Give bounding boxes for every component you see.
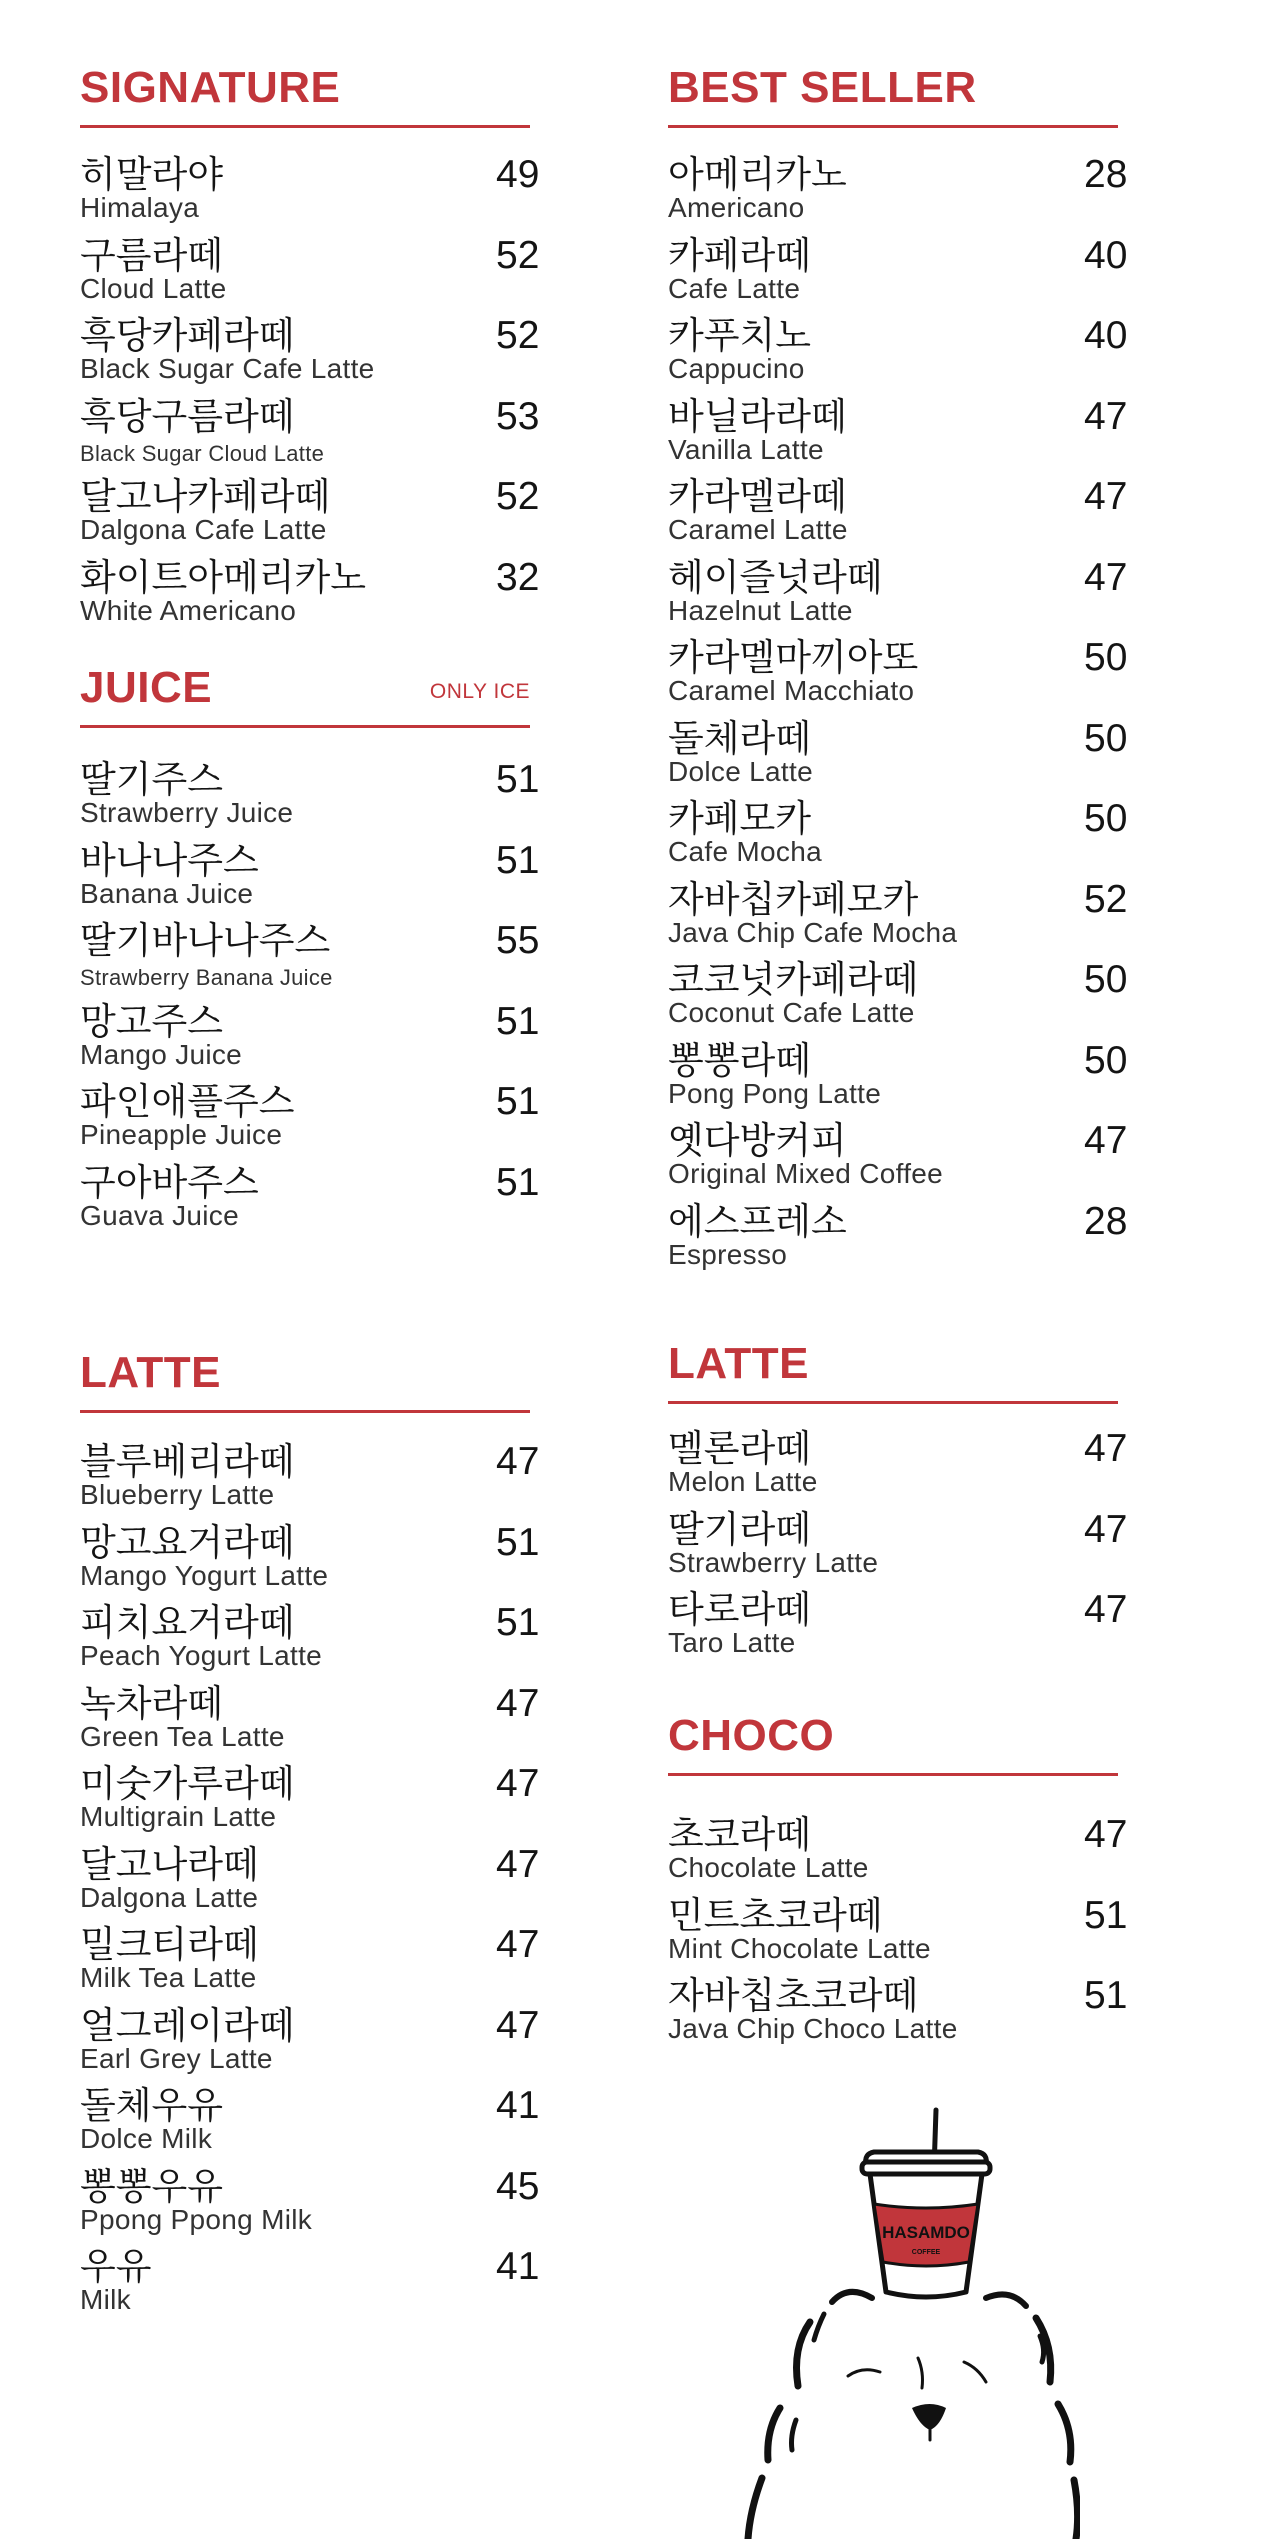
item-price: 32 xyxy=(496,555,540,599)
item-name-english: Multigrain Latte xyxy=(80,1801,277,1832)
item-price: 51 xyxy=(496,1520,540,1564)
item-name-korean: 딸기바나나주스 xyxy=(80,919,331,962)
menu-item xyxy=(80,1844,550,1925)
menu-item xyxy=(80,920,550,1001)
item-price: 47 xyxy=(1084,1119,1128,1162)
item-name-korean: 아메리카노 xyxy=(668,153,847,196)
item-name-english: Banana Juice xyxy=(80,877,254,909)
dog-with-coffee-cup-illustration xyxy=(740,2100,1080,2539)
menu-item xyxy=(80,154,550,235)
item-name-korean: 밀크티라떼 xyxy=(80,1923,259,1966)
item-name-korean: 구아바주스 xyxy=(80,1160,259,1204)
item-name-english: Strawberry Banana Juice xyxy=(80,965,333,990)
item-name-english: Caramel Macchiato xyxy=(668,675,915,706)
menu-item xyxy=(668,315,1138,396)
item-name-english: Caramel Latte xyxy=(668,514,848,545)
item-name-english: Mango Juice xyxy=(80,1038,243,1070)
item-name-korean: 초코라떼 xyxy=(668,1813,811,1856)
item-name-korean: 망고주스 xyxy=(80,999,223,1043)
menu-item xyxy=(668,1895,1138,1976)
item-name-korean: 에스프레소 xyxy=(668,1199,847,1243)
item-price: 51 xyxy=(496,758,540,801)
item-name-korean: 파인애플주스 xyxy=(80,1080,295,1123)
item-name-korean: 헤이즐넛라떼 xyxy=(668,555,883,599)
item-name-english: Cloud Latte xyxy=(80,272,227,304)
item-price: 47 xyxy=(1084,1427,1128,1470)
item-price: 51 xyxy=(496,1080,540,1123)
section-title: CHOCO xyxy=(668,1711,835,1760)
section-latte-right xyxy=(668,1338,1138,1670)
item-price: 28 xyxy=(1084,1199,1128,1243)
menu-item xyxy=(80,235,550,316)
item-name-english: Coconut Cafe Latte xyxy=(668,997,915,1028)
section-choco xyxy=(668,1710,1138,2056)
item-name-korean: 돌체라떼 xyxy=(668,716,811,760)
menu-item xyxy=(668,1201,1138,1282)
item-price: 51 xyxy=(496,1160,540,1204)
item-price: 47 xyxy=(1084,394,1128,438)
item-price: 50 xyxy=(1084,716,1128,760)
section-latte-left xyxy=(80,1347,550,2327)
section-title: BEST SELLER xyxy=(668,63,977,112)
section-title: JUICE xyxy=(80,663,213,712)
menu-item xyxy=(668,1589,1138,1670)
item-name-korean: 딸기라떼 xyxy=(668,1507,811,1551)
item-name-english: Java Chip Choco Latte xyxy=(668,2013,958,2044)
item-price: 40 xyxy=(1084,314,1128,357)
item-name-korean: 블루베리라떼 xyxy=(80,1440,295,1483)
item-name-korean: 구름라떼 xyxy=(80,233,223,277)
menu-item xyxy=(80,1522,550,1603)
menu-item xyxy=(668,959,1138,1040)
menu-item xyxy=(668,637,1138,718)
item-name-english: Peach Yogurt Latte xyxy=(80,1640,323,1671)
item-price: 47 xyxy=(1084,1813,1128,1856)
item-price: 50 xyxy=(1084,636,1128,679)
item-price: 50 xyxy=(1084,797,1128,840)
item-name-korean: 망고요거라떼 xyxy=(80,1520,295,1564)
item-name-english: Mint Chocolate Latte xyxy=(668,1932,931,1964)
menu-list xyxy=(80,1441,550,2327)
item-name-korean: 달고나카페라떼 xyxy=(80,475,331,518)
item-name-korean: 뽕뽕라떼 xyxy=(668,1038,811,1082)
item-name-english: Cafe Mocha xyxy=(668,836,822,867)
menu-item xyxy=(80,2246,550,2327)
menu-item xyxy=(80,840,550,921)
item-name-korean: 미숫가루라떼 xyxy=(80,1762,295,1805)
menu-item xyxy=(80,1924,550,2005)
item-name-korean: 우유 xyxy=(80,2245,152,2288)
item-price: 47 xyxy=(496,1923,540,1966)
item-price: 47 xyxy=(1084,1588,1128,1631)
item-price: 41 xyxy=(496,2084,540,2127)
menu-item xyxy=(668,1975,1138,2056)
menu-item xyxy=(668,798,1138,879)
item-name-korean: 카페모카 xyxy=(668,797,811,840)
section-title: LATTE xyxy=(668,1339,809,1388)
section-title: LATTE xyxy=(80,1348,221,1397)
item-price: 47 xyxy=(496,2003,540,2047)
item-price: 47 xyxy=(1084,1507,1128,1551)
item-name-korean: 달고나라떼 xyxy=(80,1842,259,1886)
menu-item xyxy=(80,315,550,396)
item-name-english: Earl Grey Latte xyxy=(80,2042,273,2074)
item-name-korean: 카페라떼 xyxy=(668,233,811,277)
menu-item xyxy=(80,1162,550,1243)
item-name-english: Taro Latte xyxy=(668,1627,796,1658)
item-price: 51 xyxy=(1084,1974,1128,2017)
item-name-korean: 자바칩초코라떼 xyxy=(668,1974,919,2017)
item-name-english: Americano xyxy=(668,192,805,223)
item-price: 47 xyxy=(496,1762,540,1805)
section-best-seller xyxy=(668,62,1138,1281)
menu-item xyxy=(80,1001,550,1082)
item-name-english: Espresso xyxy=(668,1238,788,1270)
item-name-korean: 카라멜마끼아또 xyxy=(668,636,919,679)
menu-item xyxy=(80,1602,550,1683)
section-divider xyxy=(668,1401,1118,1404)
item-name-english: Original Mixed Coffee xyxy=(668,1158,944,1189)
item-price: 51 xyxy=(496,999,540,1043)
menu-item xyxy=(668,1428,1138,1509)
item-name-korean: 피치요거라떼 xyxy=(80,1601,295,1644)
menu-item xyxy=(668,235,1138,316)
item-name-english: Strawberry Juice xyxy=(80,797,294,828)
item-name-korean: 멜론라떼 xyxy=(668,1427,811,1470)
item-name-korean: 타로라떼 xyxy=(668,1588,811,1631)
item-name-english: Melon Latte xyxy=(668,1466,818,1497)
item-name-english: Cappucino xyxy=(668,353,805,384)
item-name-korean: 얼그레이라떼 xyxy=(80,2003,295,2047)
item-price: 47 xyxy=(496,1842,540,1886)
item-name-english: White Americano xyxy=(80,594,297,626)
item-name-korean: 옛다방커피 xyxy=(668,1119,847,1162)
menu-list xyxy=(80,759,550,1242)
item-name-english: Pineapple Juice xyxy=(80,1119,283,1150)
item-name-korean: 카푸치노 xyxy=(668,314,811,357)
item-name-korean: 바닐라라떼 xyxy=(668,394,847,438)
item-name-korean: 자바칩카페모카 xyxy=(668,877,919,921)
item-price: 55 xyxy=(496,919,540,962)
section-header xyxy=(80,662,530,728)
section-header xyxy=(668,1338,1118,1404)
item-name-english: Dalgona Latte xyxy=(80,1881,259,1913)
menu-item xyxy=(80,1683,550,1764)
item-name-english: Java Chip Cafe Mocha xyxy=(668,916,958,948)
menu-list xyxy=(668,1814,1138,2056)
item-price: 52 xyxy=(496,233,540,277)
section-header xyxy=(80,62,530,128)
item-name-english: Dalgona Cafe Latte xyxy=(80,514,327,545)
menu-item xyxy=(80,1441,550,1522)
item-name-english: Mango Yogurt Latte xyxy=(80,1559,329,1591)
item-name-english: Hazelnut Latte xyxy=(668,594,853,626)
menu-item xyxy=(80,759,550,840)
item-price: 51 xyxy=(496,838,540,882)
item-name-english: Blueberry Latte xyxy=(80,1479,275,1510)
item-name-korean: 민트초코라떼 xyxy=(668,1893,883,1937)
item-name-korean: 히말라야 xyxy=(80,153,223,196)
menu-item xyxy=(668,557,1138,638)
item-price: 47 xyxy=(496,1440,540,1483)
item-name-english: Pong Pong Latte xyxy=(668,1077,882,1109)
menu-item xyxy=(80,1081,550,1162)
section-header xyxy=(668,62,1118,128)
item-price: 51 xyxy=(496,1601,540,1644)
menu-list xyxy=(668,1428,1138,1670)
menu-item xyxy=(80,2005,550,2086)
menu-item xyxy=(80,396,550,477)
item-price: 41 xyxy=(496,2245,540,2288)
item-name-korean: 흑당카페라떼 xyxy=(80,314,295,357)
item-name-english: Vanilla Latte xyxy=(668,433,824,465)
item-price: 28 xyxy=(1084,153,1128,196)
menu-item xyxy=(668,1040,1138,1121)
menu-item xyxy=(80,476,550,557)
menu-item xyxy=(668,1814,1138,1895)
menu-item xyxy=(80,1763,550,1844)
item-name-korean: 바나나주스 xyxy=(80,838,259,882)
item-name-english: Dolce Milk xyxy=(80,2123,213,2154)
item-name-english: Dolce Latte xyxy=(668,755,813,787)
menu-item xyxy=(668,154,1138,235)
item-price: 49 xyxy=(496,153,540,196)
menu-item xyxy=(668,879,1138,960)
section-header xyxy=(668,1710,1118,1776)
menu-item xyxy=(80,557,550,638)
section-juice xyxy=(80,662,550,1242)
item-price: 50 xyxy=(1084,1038,1128,1082)
item-name-korean: 딸기주스 xyxy=(80,758,223,801)
item-name-korean: 뽕뽕우유 xyxy=(80,2164,223,2208)
item-price: 40 xyxy=(1084,233,1128,277)
menu-item xyxy=(668,396,1138,477)
item-name-korean: 돌체우유 xyxy=(80,2084,223,2127)
section-divider xyxy=(668,125,1118,128)
section-divider xyxy=(80,125,530,128)
item-name-english: Black Sugar Cloud Latte xyxy=(80,440,325,466)
item-name-english: Himalaya xyxy=(80,192,200,223)
section-divider xyxy=(80,1410,530,1413)
item-name-english: Milk Tea Latte xyxy=(80,1962,257,1993)
section-signature xyxy=(80,62,550,637)
item-name-korean: 녹차라떼 xyxy=(80,1681,223,1725)
section-note: ONLY ICE xyxy=(429,680,530,703)
item-price: 52 xyxy=(496,475,540,518)
item-name-korean: 코코넛카페라떼 xyxy=(668,958,919,1001)
item-name-english: Cafe Latte xyxy=(668,272,801,304)
section-title: SIGNATURE xyxy=(80,63,341,112)
item-name-english: Strawberry Latte xyxy=(668,1546,879,1578)
item-price: 47 xyxy=(1084,475,1128,518)
section-divider xyxy=(668,1773,1118,1776)
item-price: 52 xyxy=(496,314,540,357)
item-price: 47 xyxy=(1084,555,1128,599)
item-name-english: Ppong Ppong Milk xyxy=(80,2203,313,2235)
menu-item xyxy=(668,1120,1138,1201)
cup-sub-text: COFFEE xyxy=(911,2249,941,2256)
item-price: 51 xyxy=(1084,1893,1128,1937)
cup-brand-text: HASAMDO xyxy=(882,2223,970,2242)
item-price: 50 xyxy=(1084,958,1128,1001)
menu-item xyxy=(668,1509,1138,1590)
item-price: 52 xyxy=(1084,877,1128,921)
section-divider xyxy=(80,725,530,728)
menu-list xyxy=(668,154,1138,1281)
item-price: 53 xyxy=(496,394,540,438)
item-price: 45 xyxy=(496,2164,540,2208)
item-name-english: Milk xyxy=(80,2284,131,2315)
item-name-korean: 화이트아메리카노 xyxy=(80,555,366,599)
item-name-english: Green Tea Latte xyxy=(80,1720,285,1752)
item-name-english: Black Sugar Cafe Latte xyxy=(80,353,375,384)
menu-item xyxy=(80,2166,550,2247)
menu-item xyxy=(668,718,1138,799)
menu-item xyxy=(668,476,1138,557)
item-price: 47 xyxy=(496,1681,540,1725)
section-header xyxy=(80,1347,530,1413)
menu-item xyxy=(80,2085,550,2166)
item-name-english: Chocolate Latte xyxy=(668,1852,869,1883)
menu-list xyxy=(80,154,550,637)
item-name-english: Guava Juice xyxy=(80,1199,239,1231)
item-name-korean: 카라멜라떼 xyxy=(668,475,847,518)
item-name-korean: 흑당구름라떼 xyxy=(80,394,295,438)
mascot-illustration xyxy=(740,2100,1080,2539)
